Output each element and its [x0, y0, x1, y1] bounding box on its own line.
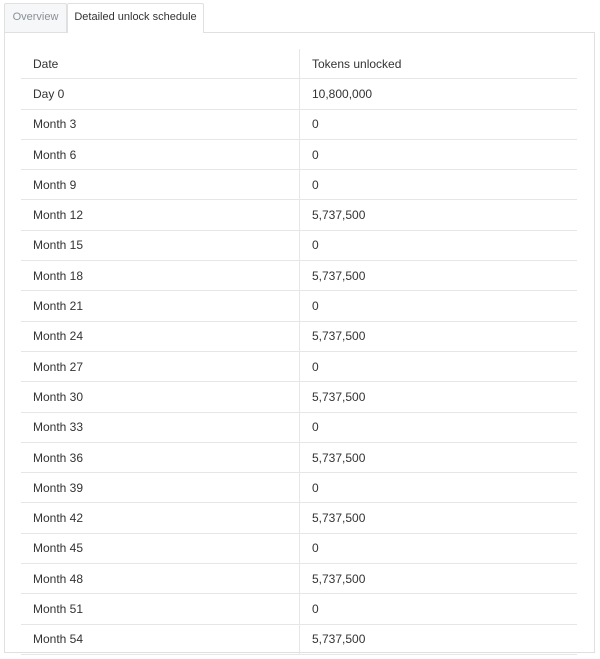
date-cell: Month 9	[21, 170, 300, 200]
date-cell: Month 3	[21, 109, 300, 139]
date-cell: Month 48	[21, 564, 300, 594]
date-cell: Month 33	[21, 412, 300, 442]
table-row	[21, 624, 577, 654]
tokens-unlocked-cell: 5,737,500	[300, 624, 578, 654]
table-row	[21, 564, 577, 594]
date-cell: Month 45	[21, 533, 300, 563]
tokens-unlocked-cell: 0	[300, 533, 578, 563]
table-row	[21, 412, 577, 442]
date-cell: Month 15	[21, 230, 300, 260]
table-row	[21, 594, 577, 624]
table-row	[21, 139, 577, 169]
tokens-unlocked-cell: 10,800,000	[300, 79, 578, 109]
column-header-date: Date	[21, 49, 300, 79]
table-row	[21, 200, 577, 230]
unlock-schedule-table	[21, 49, 577, 655]
tokens-unlocked-cell: 5,737,500	[300, 200, 578, 230]
table-row	[21, 230, 577, 260]
tab-bar	[4, 3, 204, 32]
tokens-unlocked-cell: 0	[300, 170, 578, 200]
tokens-unlocked-cell: 0	[300, 139, 578, 169]
date-cell: Month 30	[21, 382, 300, 412]
date-cell: Month 18	[21, 261, 300, 291]
table-row	[21, 533, 577, 563]
table-row	[21, 321, 577, 351]
tokens-unlocked-cell: 0	[300, 412, 578, 442]
tab-detailed-unlock-schedule[interactable]: Detailed unlock schedule	[67, 3, 204, 33]
date-cell: Month 54	[21, 624, 300, 654]
tab-overview[interactable]: Overview	[4, 3, 67, 32]
tokens-unlocked-cell: 5,737,500	[300, 503, 578, 533]
table-header-row	[21, 49, 577, 79]
table-row	[21, 351, 577, 381]
table-row	[21, 79, 577, 109]
date-cell: Day 0	[21, 79, 300, 109]
tokens-unlocked-cell: 0	[300, 351, 578, 381]
tokens-unlocked-cell: 5,737,500	[300, 564, 578, 594]
table-row	[21, 473, 577, 503]
table-row	[21, 261, 577, 291]
column-header-tokens-unlocked: Tokens unlocked	[300, 49, 578, 79]
date-cell: Month 27	[21, 351, 300, 381]
date-cell: Month 24	[21, 321, 300, 351]
table-row	[21, 382, 577, 412]
tokens-unlocked-cell: 0	[300, 291, 578, 321]
tokens-unlocked-cell: 0	[300, 230, 578, 260]
tokens-unlocked-cell: 5,737,500	[300, 321, 578, 351]
table-row	[21, 503, 577, 533]
date-cell: Month 36	[21, 442, 300, 472]
table-row	[21, 109, 577, 139]
tokens-unlocked-cell: 5,737,500	[300, 442, 578, 472]
date-cell: Month 51	[21, 594, 300, 624]
date-cell: Month 21	[21, 291, 300, 321]
tokens-unlocked-cell: 5,737,500	[300, 261, 578, 291]
tokens-unlocked-cell: 0	[300, 109, 578, 139]
date-cell: Month 39	[21, 473, 300, 503]
tab-panel	[4, 32, 595, 653]
date-cell: Month 6	[21, 139, 300, 169]
date-cell: Month 12	[21, 200, 300, 230]
table-row	[21, 170, 577, 200]
table-row	[21, 291, 577, 321]
table-row	[21, 442, 577, 472]
date-cell: Month 42	[21, 503, 300, 533]
tokens-unlocked-cell: 0	[300, 594, 578, 624]
tokens-unlocked-cell: 0	[300, 473, 578, 503]
tokens-unlocked-cell: 5,737,500	[300, 382, 578, 412]
